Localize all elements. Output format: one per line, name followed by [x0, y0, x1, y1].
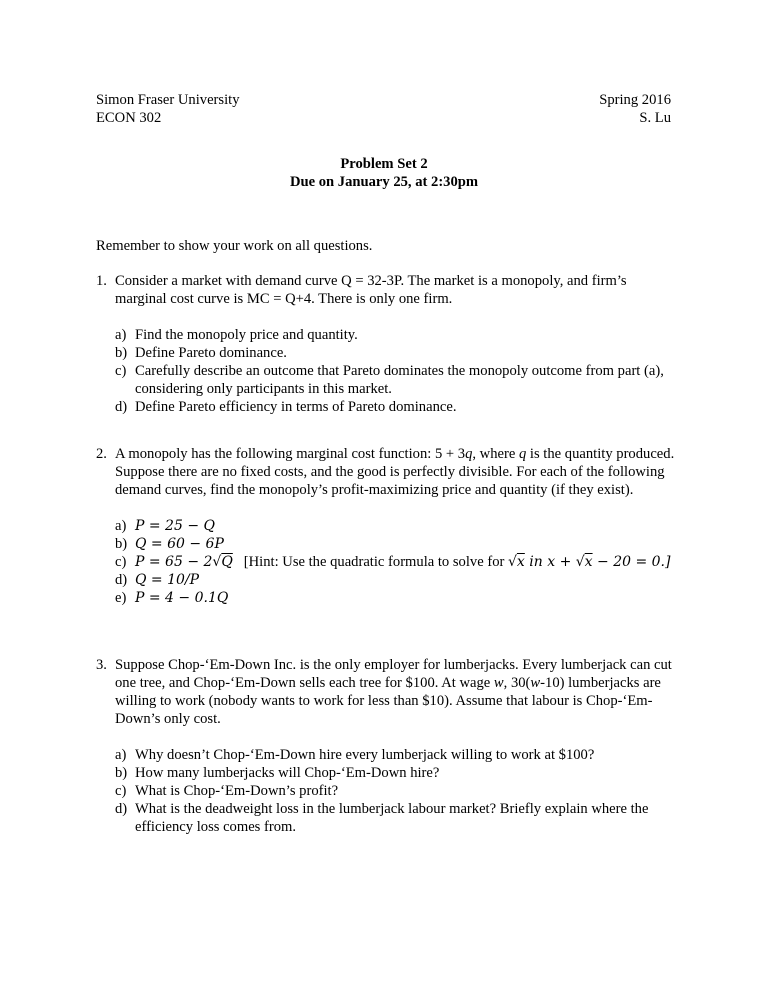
term: Spring 2016 [599, 92, 671, 108]
list-item: a) P = 25 − Q [115, 518, 215, 534]
header-left [96, 91, 240, 127]
list-item: a) Why doesn’t Chop-‘Em-Down hire every lumberjack willing to work at $100? [115, 747, 595, 763]
list-item: d) What is the deadweight loss in the lumberjack labour market? Briefly explain where the efficiency loss comes from. [115, 801, 649, 835]
list-item: d) Q = 10/P [115, 572, 200, 588]
question-parts [115, 517, 676, 607]
title-line-1: Problem Set 2 [340, 156, 428, 172]
intro-text: Remember to show your work on all questions. [96, 238, 373, 254]
question-number: 3. [96, 657, 107, 673]
university-name: Simon Fraser University [96, 92, 240, 108]
list-item: d) Define Pareto efficiency in terms of Pareto dominance. [115, 399, 457, 415]
list-item: e) P = 4 − 0.1Q [115, 590, 229, 606]
course-code: ECON 302 [96, 110, 162, 126]
header-right [599, 91, 671, 127]
instructor: S. Lu [639, 110, 671, 126]
list-item: c) What is Chop-‘Em-Down’s profit? [115, 783, 339, 799]
question-text: A monopoly has the following marginal cost function: 5 + 3q, where q is the quantity produced. Suppose there are no fixed costs, and the good is perfectly divisible. For each of the following demand curves, find the monopoly’s profit-maximizing price and quantity (if they exist). [115, 446, 675, 498]
list-item: a) Find the monopoly price and quantity. [115, 327, 358, 343]
question-2 [96, 445, 676, 607]
question-1 [96, 272, 676, 416]
list-item: b) How many lumberjacks will Chop-‘Em-Down hire? [115, 765, 440, 781]
question-parts [115, 746, 676, 836]
question-3 [96, 656, 676, 836]
list-item: c) P = 65 − 2√Q [Hint: Use the quadratic formula to solve for √x in x + √x − 20 = 0.] [115, 554, 671, 570]
question-number: 2. [96, 446, 107, 462]
question-text: Consider a market with demand curve Q = 32-3P. The market is a monopoly, and firm’s marginal cost curve is MC = Q+4. There is only one firm. [115, 273, 627, 307]
question-parts [115, 326, 676, 416]
page-title [0, 155, 768, 191]
list-item: b) Define Pareto dominance. [115, 345, 287, 361]
title-line-2: Due on January 25, at 2:30pm [289, 174, 479, 190]
question-number: 1. [96, 273, 107, 289]
question-text: Suppose Chop-‘Em-Down Inc. is the only employer for lumberjacks. Every lumberjack can cut one tree, and Chop-‘Em-Down sells each tree for $100. At wage w, 30(w-10) lumberjacks are willing to work (nobody wants to work for less than $10). Assume that labour is Chop-‘Em-Down’s only cost. [115, 657, 672, 727]
list-item: c) Carefully describe an outcome that Pareto dominates the monopoly outcome from part (a), considering only participants in this market. [115, 363, 664, 397]
list-item: b) Q = 60 − 6P [115, 536, 224, 552]
